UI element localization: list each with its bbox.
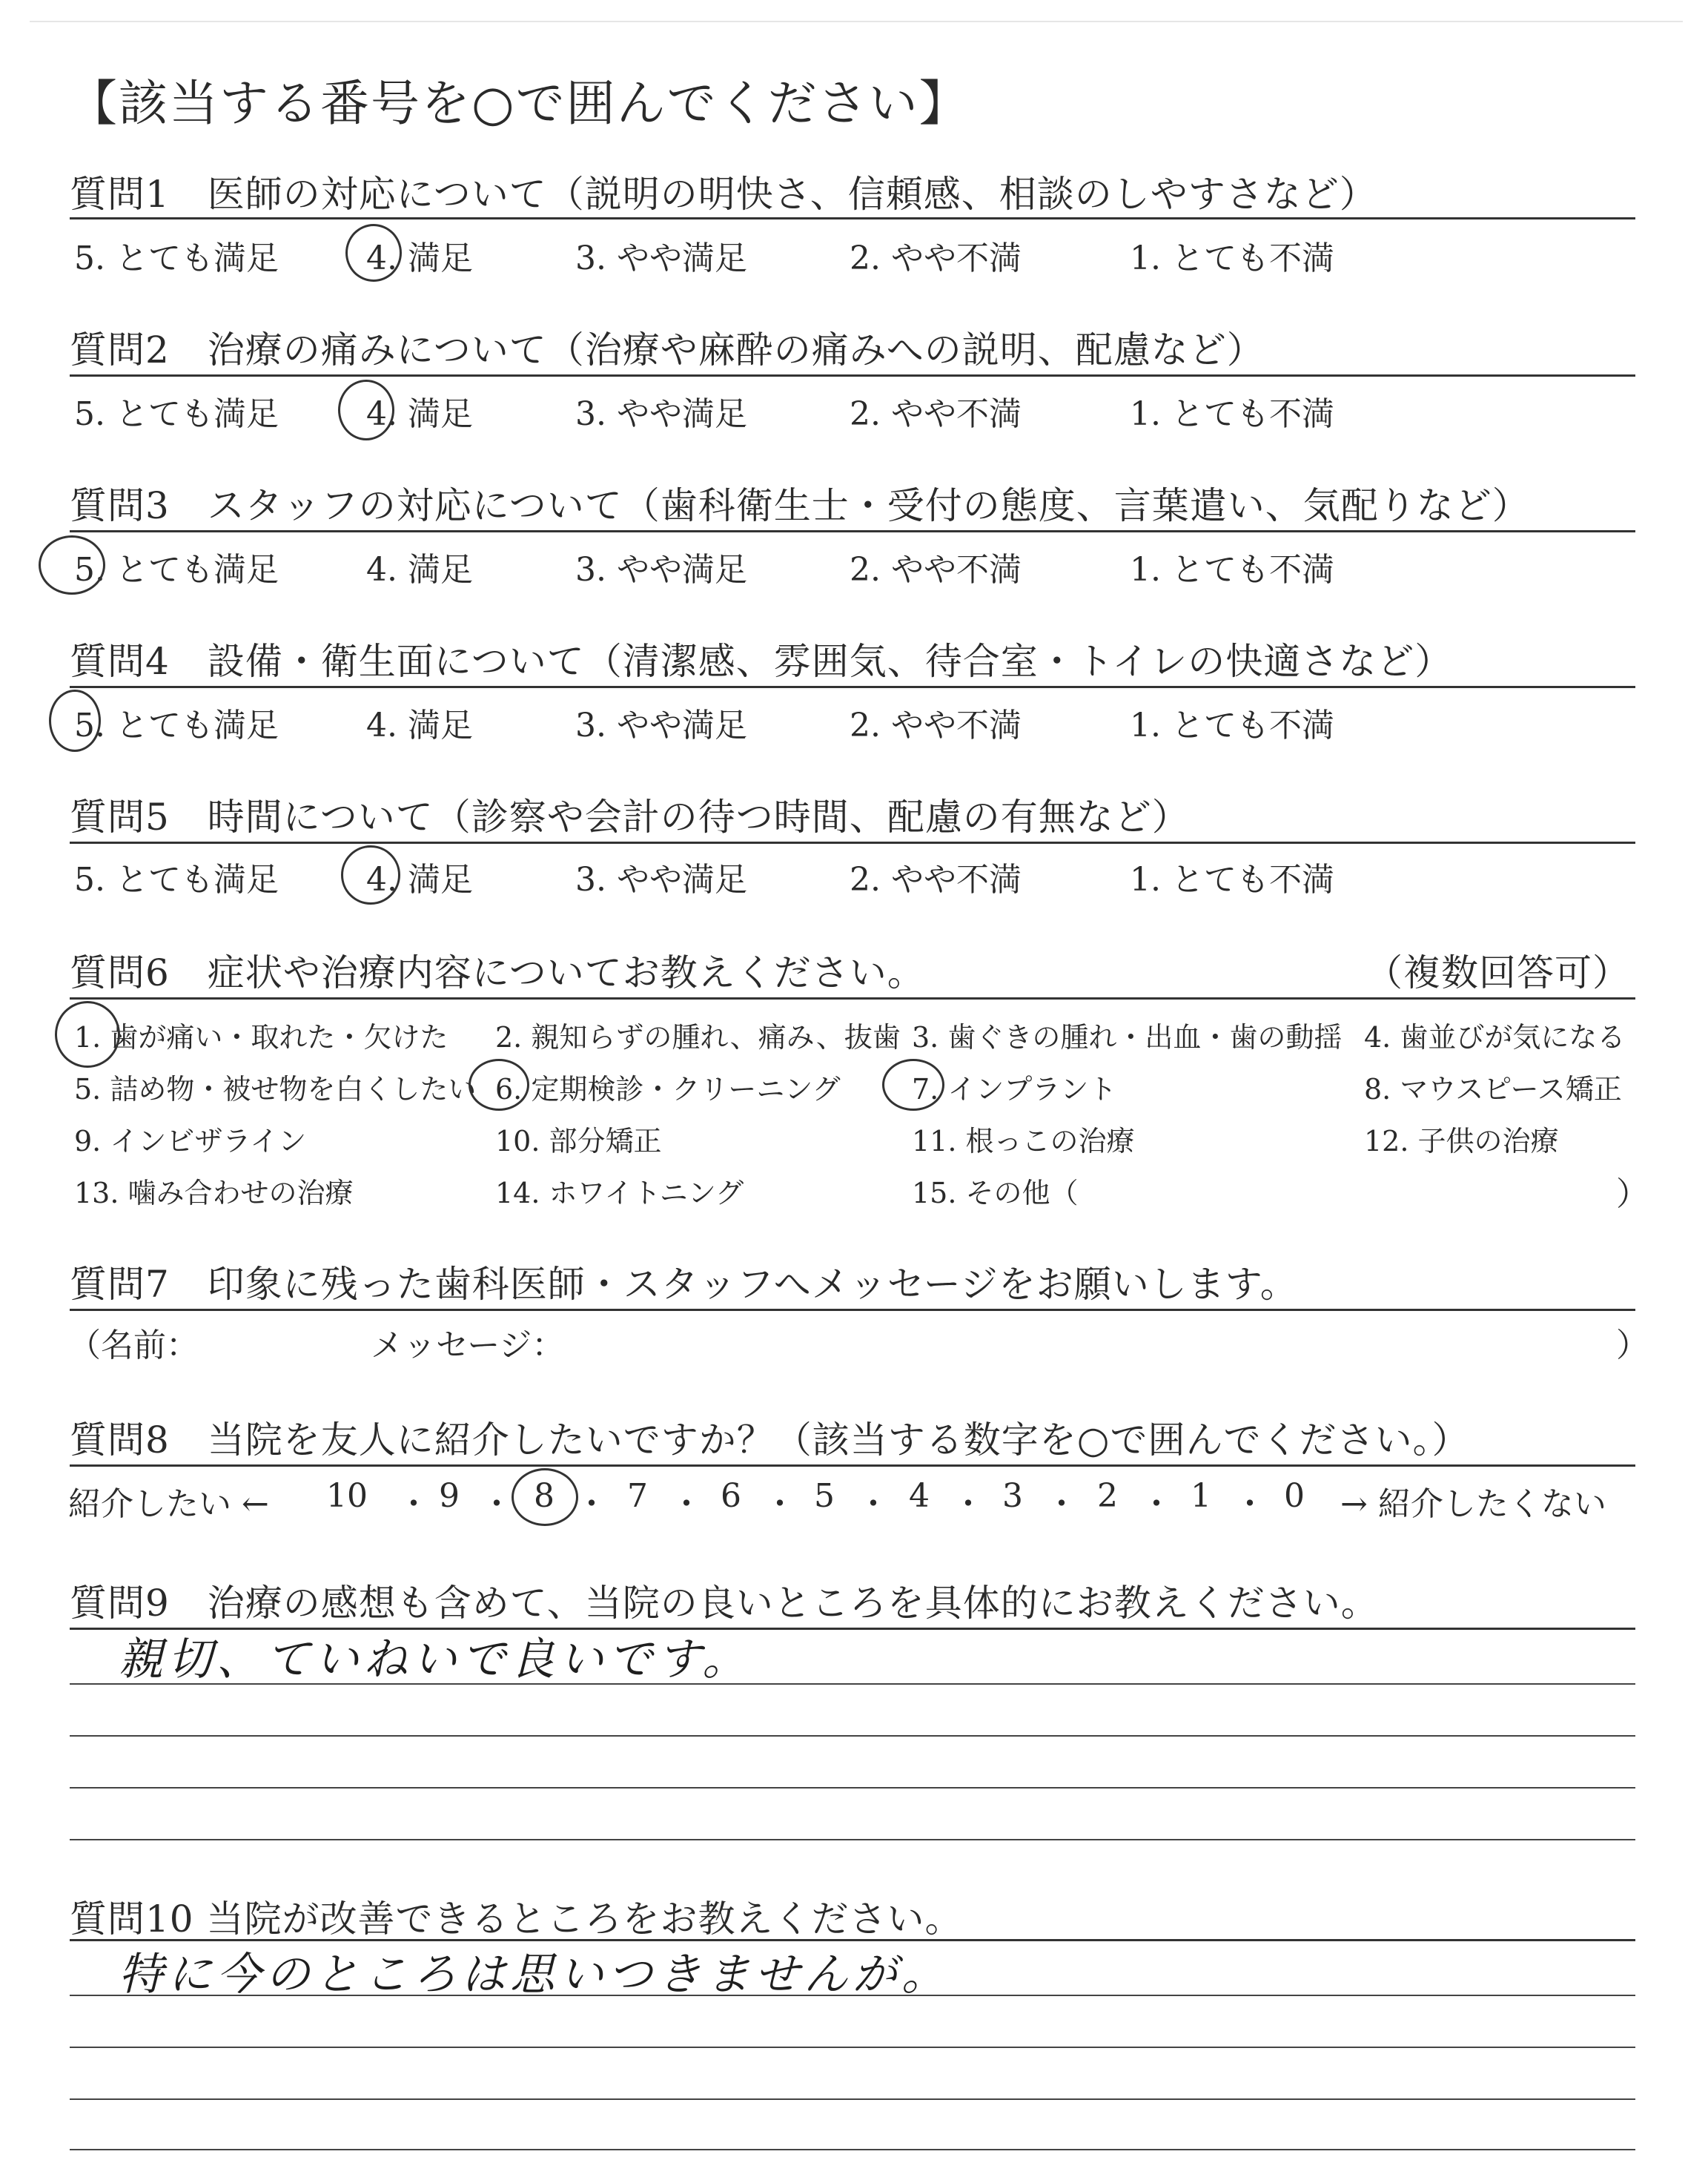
- q1-option-2[interactable]: 2. やや不満: [850, 240, 1022, 277]
- q3-option-1[interactable]: 1. とても不満: [1130, 551, 1334, 589]
- q8-scale-dot: ・: [480, 1485, 513, 1523]
- question-6-title: 質問6 症状や治療内容についてお教えください。: [70, 951, 925, 994]
- q10-answer-line: [70, 2098, 1635, 2100]
- q8-left-label: 紹介したい ←: [68, 1485, 269, 1523]
- q9-answer-line: [70, 1683, 1635, 1685]
- question-7-title: 質問7 印象に残った歯科医師・スタッフへメッセージをお願いします。: [70, 1263, 1298, 1306]
- q6-option-3[interactable]: 3. 歯ぐきの腫れ・出血・歯の動揺: [912, 1021, 1343, 1054]
- page-heading: 【該当する番号を○で囲んでください】: [68, 75, 970, 132]
- q8-scale-0[interactable]: 0: [1284, 1477, 1305, 1515]
- q3-selection-circle: [39, 535, 105, 595]
- q1-option-5[interactable]: 5. とても満足: [74, 240, 279, 277]
- q5-selection-circle: [341, 845, 400, 905]
- q6-option-4[interactable]: 4. 歯並びが気になる: [1364, 1021, 1626, 1054]
- q8-scale-10[interactable]: 10: [326, 1477, 368, 1515]
- q5-option-3[interactable]: 3. やや満足: [575, 861, 747, 899]
- q8-scale-7[interactable]: 7: [627, 1477, 648, 1515]
- q6-option-2[interactable]: 2. 親知らずの腫れ、痛み、抜歯: [495, 1021, 901, 1054]
- q7-message-label: メッセージ：: [371, 1327, 565, 1364]
- q6-option-7[interactable]: 7. インプラント: [912, 1073, 1117, 1106]
- question-2-title: 質問2 治療の痛みについて（治療や麻酔の痛みへの説明、配慮など）: [70, 328, 1265, 371]
- q3-option-2[interactable]: 2. やや不満: [850, 551, 1022, 589]
- question-5-rule: [70, 842, 1635, 844]
- q4-option-1[interactable]: 1. とても不満: [1130, 707, 1334, 744]
- q8-scale-dot: ・: [952, 1485, 984, 1523]
- question-3-rule: [70, 530, 1635, 532]
- q2-option-3[interactable]: 3. やや満足: [575, 395, 747, 433]
- q2-option-4[interactable]: 4. 満足: [366, 395, 473, 433]
- question-4-title: 質問4 設備・衛生面について（清潔感、雰囲気、待合室・トイレの快適さなど）: [70, 640, 1453, 683]
- q8-scale-dot: ・: [1234, 1485, 1266, 1523]
- q8-scale-dot: ・: [1045, 1485, 1078, 1523]
- q4-option-3[interactable]: 3. やや満足: [575, 707, 747, 744]
- q6-option-14[interactable]: 14. ホワイトニング: [495, 1177, 744, 1209]
- q6-option-1-selection-circle: [55, 1001, 120, 1068]
- q8-right-label: → 紹介したくない: [1340, 1485, 1606, 1523]
- q7-close-paren: ）: [1616, 1327, 1649, 1364]
- q1-selection-circle: [345, 224, 402, 282]
- q8-scale-dot: ・: [397, 1485, 430, 1523]
- q8-scale-dot: ・: [1140, 1485, 1173, 1523]
- q5-option-4[interactable]: 4. 満足: [366, 861, 473, 899]
- q8-scale-9[interactable]: 9: [439, 1477, 460, 1515]
- question-3-title: 質問3 スタッフの対応について（歯科衛生士・受付の態度、言葉遣い、気配りなど）: [70, 484, 1530, 527]
- q4-option-5[interactable]: 5. とても満足: [74, 707, 279, 744]
- question-5-title: 質問5 時間について（診察や会計の待つ時間、配慮の有無など）: [70, 796, 1190, 839]
- q10-handwritten-answer: 特に今のところは思いつきませんが。: [119, 1949, 950, 2001]
- q6-other-close-paren: ）: [1616, 1175, 1649, 1213]
- q3-option-3[interactable]: 3. やや満足: [575, 551, 747, 589]
- question-8-title: 質問8 当院を友人に紹介したいですか？（該当する数字を○で囲んでください。）: [70, 1418, 1470, 1462]
- q8-scale-4[interactable]: 4: [909, 1477, 930, 1515]
- q8-scale-dot: ・: [670, 1485, 703, 1523]
- q6-option-13[interactable]: 13. 噛み合わせの治療: [74, 1177, 354, 1209]
- q8-scale-1[interactable]: 1: [1191, 1477, 1211, 1515]
- question-2-rule: [70, 374, 1635, 377]
- question-1-rule: [70, 217, 1635, 219]
- q8-scale-dot: ・: [857, 1485, 890, 1523]
- q6-option-7-selection-circle: [882, 1059, 944, 1111]
- q8-scale-2[interactable]: 2: [1097, 1477, 1118, 1515]
- q9-answer-line: [70, 1839, 1635, 1840]
- q10-answer-line: [70, 2149, 1635, 2150]
- q6-option-10[interactable]: 10. 部分矯正: [495, 1125, 662, 1157]
- question-4-rule: [70, 686, 1635, 688]
- q6-option-11[interactable]: 11. 根っこの治療: [912, 1125, 1135, 1157]
- q4-option-4[interactable]: 4. 満足: [366, 707, 473, 744]
- q8-scale-8[interactable]: 8: [534, 1477, 555, 1515]
- q9-handwritten-answer: 親切、ていねいで良いです。: [119, 1634, 752, 1685]
- question-10-title: 質問10 当院が改善できるところをお教えください。: [70, 1898, 963, 1941]
- q7-name-label: （名前：: [68, 1327, 199, 1364]
- q6-option-6[interactable]: 6. 定期検診・クリーニング: [495, 1073, 841, 1106]
- q1-option-1[interactable]: 1. とても不満: [1130, 240, 1334, 277]
- q2-option-1[interactable]: 1. とても不満: [1130, 395, 1334, 433]
- scan-edge-line: [30, 21, 1683, 22]
- q8-scale-5[interactable]: 5: [814, 1477, 835, 1515]
- q5-option-2[interactable]: 2. やや不満: [850, 861, 1022, 899]
- q8-scale-dot: ・: [764, 1485, 796, 1523]
- q2-option-2[interactable]: 2. やや不満: [850, 395, 1022, 433]
- q9-answer-line: [70, 1787, 1635, 1789]
- q8-scale-3[interactable]: 3: [1002, 1477, 1023, 1515]
- q3-option-4[interactable]: 4. 満足: [366, 551, 473, 589]
- question-1-title: 質問1 医師の対応について（説明の明快さ、信頼感、相談のしやすさなど）: [70, 173, 1377, 216]
- q4-option-2[interactable]: 2. やや不満: [850, 707, 1022, 744]
- q6-option-9[interactable]: 9. インビザライン: [74, 1125, 307, 1157]
- q2-selection-circle: [338, 380, 394, 440]
- q3-option-5[interactable]: 5. とても満足: [74, 551, 279, 589]
- q6-option-15[interactable]: 15. その他（: [912, 1177, 1079, 1209]
- q8-selection-circle: [512, 1468, 578, 1526]
- question-9-title: 質問9 治療の感想も含めて、当院の良いところを具体的にお教えください。: [70, 1582, 1379, 1625]
- q9-answer-line: [70, 1735, 1635, 1737]
- q6-option-6-selection-circle: [469, 1059, 529, 1111]
- q6-option-12[interactable]: 12. 子供の治療: [1364, 1125, 1559, 1157]
- q1-option-4[interactable]: 4. 満足: [366, 240, 473, 277]
- q6-option-8[interactable]: 8. マウスピース矯正: [1364, 1073, 1622, 1106]
- question-7-rule: [70, 1309, 1635, 1311]
- question-6-rule: [70, 997, 1635, 1000]
- question-8-rule: [70, 1464, 1635, 1467]
- q8-scale-6[interactable]: 6: [721, 1477, 741, 1515]
- q5-option-1[interactable]: 1. とても不満: [1130, 861, 1334, 899]
- q10-answer-line: [70, 1995, 1635, 1996]
- q5-option-5[interactable]: 5. とても満足: [74, 861, 279, 899]
- question-6-multiple-note: （複数回答可）: [1366, 951, 1630, 994]
- q2-option-5[interactable]: 5. とても満足: [74, 395, 279, 433]
- q6-option-5[interactable]: 5. 詰め物・被せ物を白くしたい: [74, 1073, 477, 1106]
- q4-selection-circle: [49, 690, 101, 752]
- q10-answer-line: [70, 2047, 1635, 2048]
- q1-option-3[interactable]: 3. やや満足: [575, 240, 747, 277]
- q8-scale-dot: ・: [575, 1485, 608, 1523]
- q6-option-1[interactable]: 1. 歯が痛い・取れた・欠けた: [74, 1021, 448, 1054]
